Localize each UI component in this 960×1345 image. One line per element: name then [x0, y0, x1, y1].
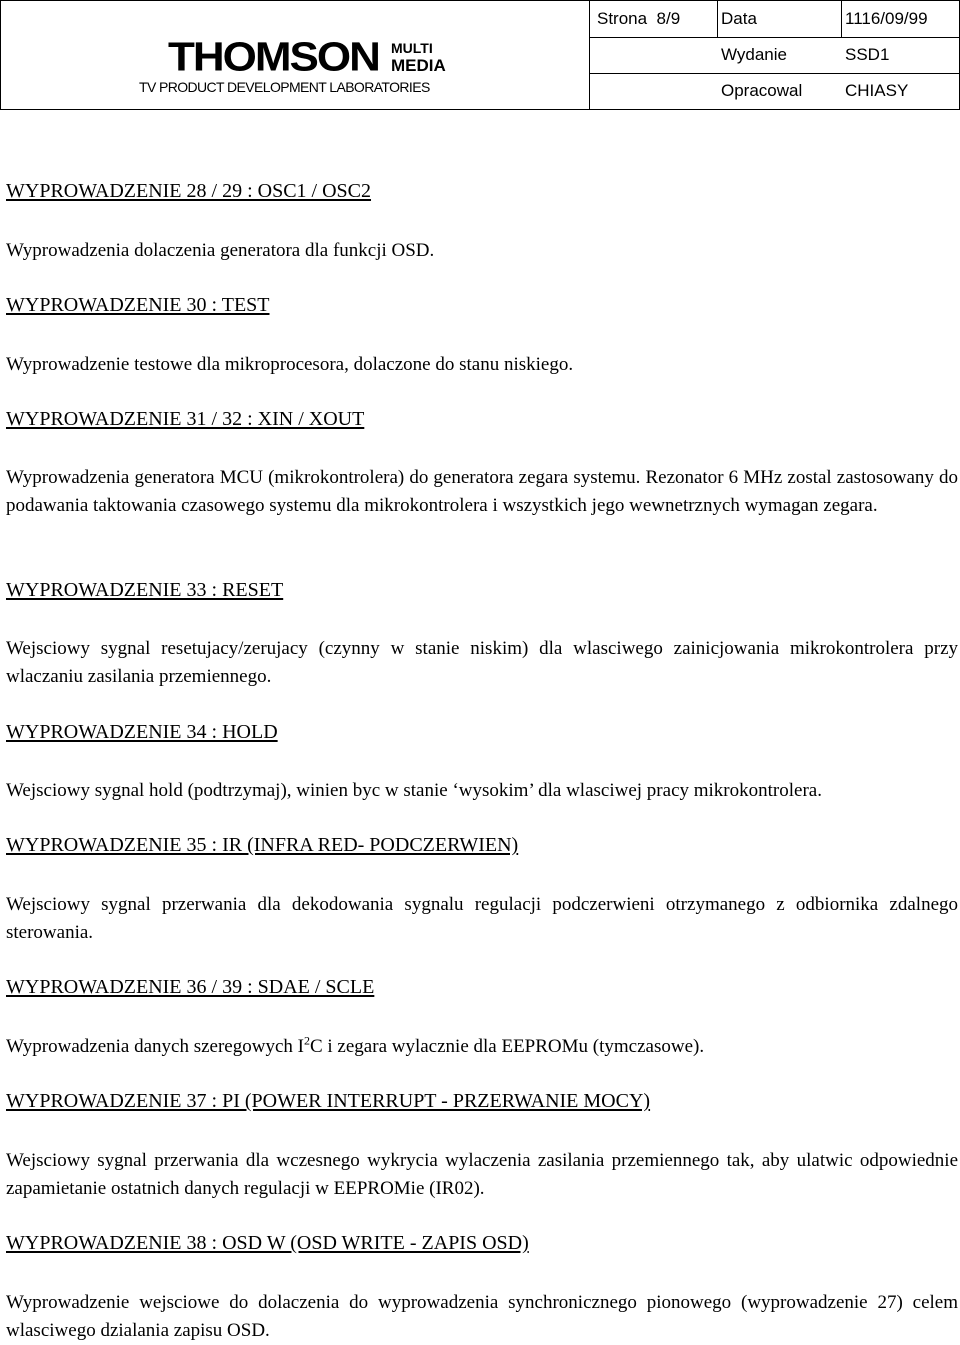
date-label: Data: [721, 9, 757, 28]
section-text: Wyprowadzenie wejsciowe do dolaczenia do wyprowadzenia synchronicznego pionowego (wyprowadzenie 27) celem wlasciwego dzialania zapisu OSD.: [6, 1292, 958, 1341]
edition-value: SSD1: [845, 45, 890, 64]
header-tagline: TV PRODUCT DEVELOPMENT LABORATORIES: [139, 79, 430, 95]
section-text: Wejsciowy sygnal hold (podtrzymaj), winien byc w stanie ‘wysokim’ dla wlasciwej pracy mikrokontrolera.: [6, 780, 822, 801]
date-value: 1116/09/99: [845, 9, 928, 28]
edition-spacer: [597, 37, 721, 73]
logo-cell: [1, 1, 590, 109]
section-text: Wejsciowy sygnal przerwania dla dekodowania sygnalu regulacji podczerwieni otrzymanego z odbiornika zdalnego sterowania.: [6, 894, 958, 943]
section-heading: WYPROWADZENIE 33 : RESET: [6, 579, 284, 601]
author-label: Opracowal: [721, 81, 803, 100]
section-text: Wyprowadzenie testowe dla mikroprocesora, dolaczone do stanu niskiego.: [6, 354, 574, 375]
page-label: Strona 8/9: [597, 9, 681, 28]
section-heading: WYPROWADZENIE 37 : PI (POWER INTERRUPT - PRZERWANIE MOCY): [6, 1090, 651, 1112]
section-text: Wejsciowy sygnal resetujacy/zerujacy (czynny w stanie niskim) dla wlasciwego zainicjowania mikrokontrolera przy wlaczaniu zasilania przemiennego.: [6, 638, 958, 687]
edition-label: Wydanie: [721, 45, 787, 64]
section-heading: WYPROWADZENIE 34 : HOLD: [6, 721, 278, 743]
header-row-page: [589, 1, 959, 38]
section-text: Wyprowadzenia generatora MCU (mikrokontrolera) do generatora zegara systemu. Rezonator 6 MHz zostal zastosowany do podawania taktowania czasowego systemu dla mikrokontrolera i wszystkich jego wewnetrznych wymagan zegara.: [6, 467, 958, 516]
section-text: Wejsciowy sygnal przerwania dla wczesnego wykrycia wylaczenia zasilania przemiennego tak, aby ulatwic odpowiednie zapamietanie ostatnich danych regulacji w EEPROMie (IR02).: [6, 1150, 958, 1199]
section-heading: WYPROWADZENIE 38 : OSD W (OSD WRITE - ZAPIS OSD): [6, 1232, 529, 1254]
section-heading: WYPROWADZENIE 31 / 32 : XIN / XOUT: [6, 408, 365, 430]
section-heading: WYPROWADZENIE 36 / 39 : SDAE / SCLE: [6, 976, 375, 998]
header-row-author: [589, 73, 959, 109]
section-heading: WYPROWADZENIE 35 : IR (INFRA RED- PODCZERWIEN): [6, 834, 519, 856]
section-heading: WYPROWADZENIE 28 / 29 : OSC1 / OSC2: [6, 180, 372, 202]
header-row-edition: [589, 37, 959, 74]
header-info-table: [589, 1, 959, 109]
logo-media: MEDIA: [391, 56, 446, 75]
thomson-multimedia-logo: [168, 34, 446, 80]
page-header: [0, 0, 960, 110]
author-value: CHIASY: [845, 81, 909, 100]
author-spacer: [597, 73, 721, 109]
section-text: Wyprowadzenia dolaczenia generatora dla funkcji OSD.: [6, 240, 435, 261]
logo-multi: MULTI: [391, 40, 433, 56]
section-text: Wyprowadzenia danych szeregowych $I^2C$ i zegara wylacznie dla EEPROMu (tymczasowe).: [6, 1033, 705, 1057]
logo-word: THOMSON: [168, 34, 379, 80]
section-heading: WYPROWADZENIE 30 : TEST: [6, 294, 270, 316]
